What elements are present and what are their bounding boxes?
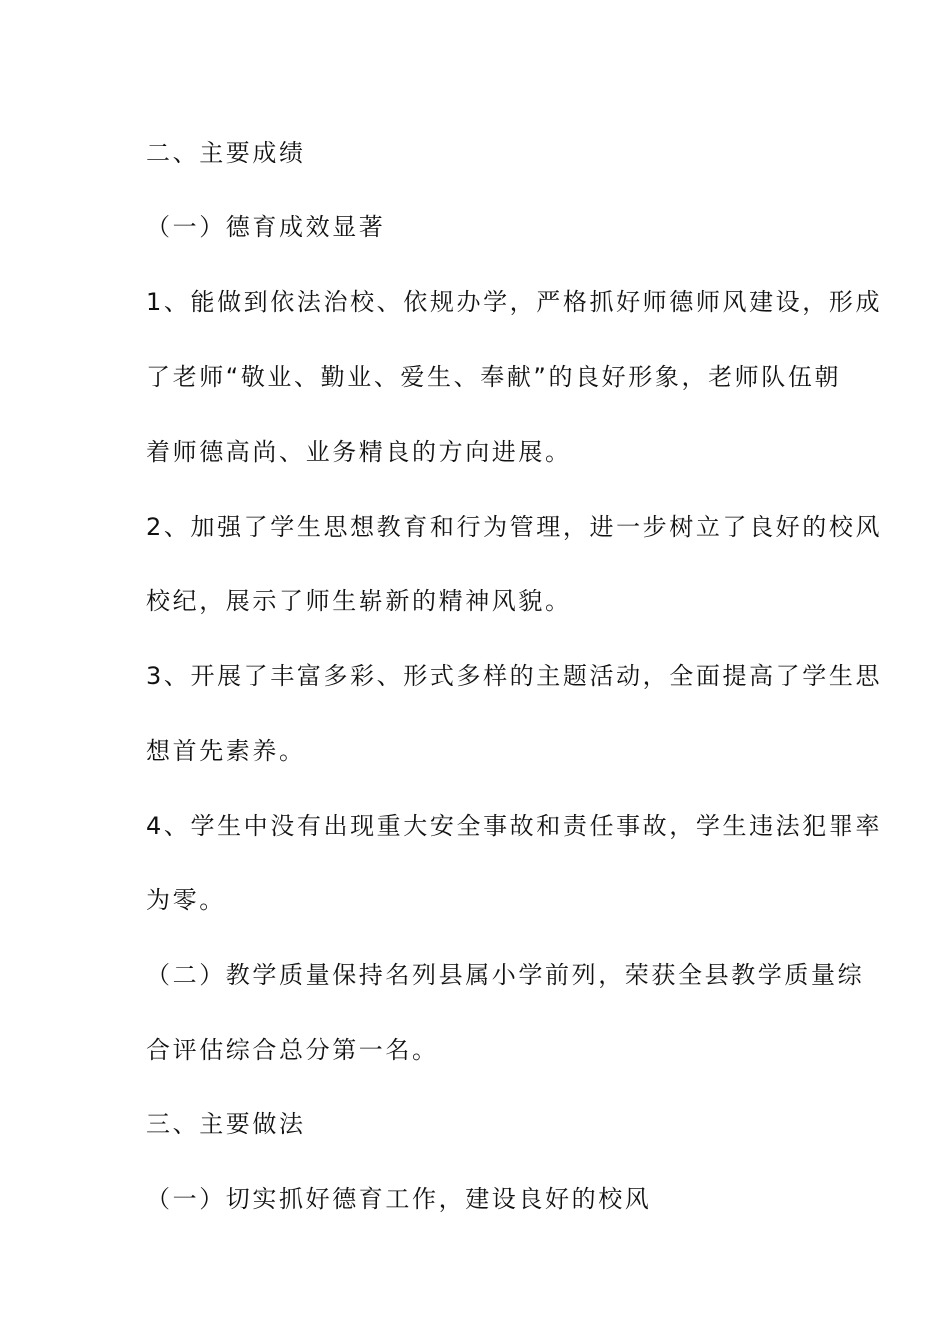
heading-main-methods: 三、主要做法 [146,1110,306,1138]
paragraph-line: 校纪，展示了师生崭新的精神风貌。 [146,587,572,615]
paragraph-line: 为零。 [146,886,226,914]
paragraph-line: 1、能做到依法治校、依规办学，严格抓好师德师风建设，形成 [146,288,883,316]
paragraph-line: 4、学生中没有出现重大安全事故和责任事故，学生违法犯罪率 [146,812,883,840]
paragraph-line: 着师德高尚、业务精良的方向进展。 [146,438,572,466]
paragraph-line: （二）教学质量保持名列县属小学前列，荣获全县教学质量综 [146,961,865,989]
paragraph-line: 3、开展了丰富多彩、形式多样的主题活动，全面提高了学生思 [146,662,883,690]
paragraph-line: 想首先素养。 [146,737,306,765]
paragraph-line: 了老师“敬业、勤业、爱生、奉献”的良好形象，老师队伍朝 [146,363,842,391]
subheading-moral-education: （一）德育成效显著 [146,213,386,241]
heading-main-achievements: 二、主要成绩 [146,139,306,167]
paragraph-line: 2、加强了学生思想教育和行为管理，进一步树立了良好的校风 [146,513,883,541]
subheading-moral-work: （一）切实抓好德育工作，建设良好的校风 [146,1185,652,1213]
paragraph-line: 合评估综合总分第一名。 [146,1036,439,1064]
